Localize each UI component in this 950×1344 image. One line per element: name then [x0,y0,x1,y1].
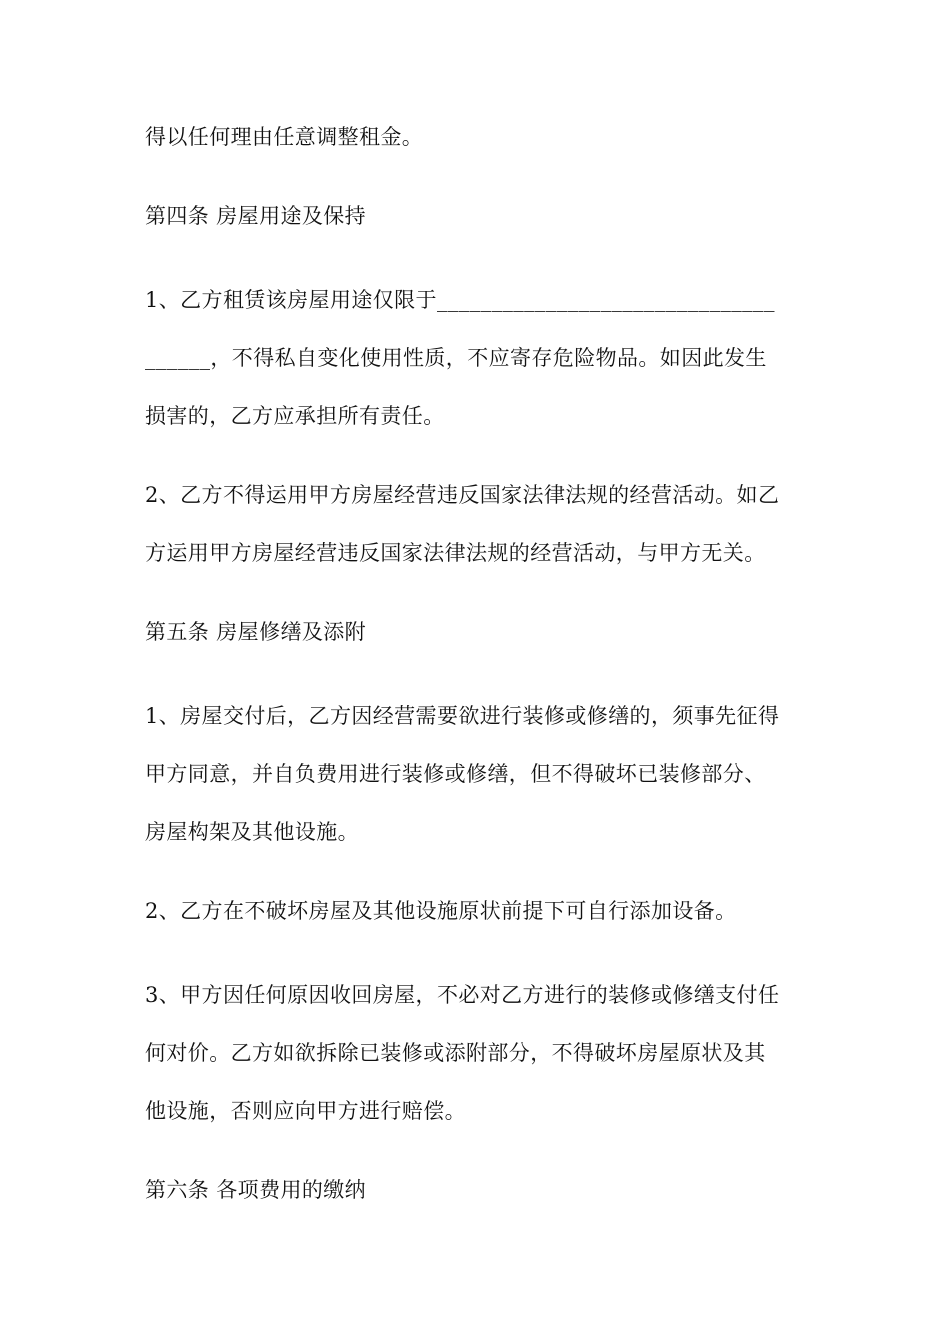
text-line: 房屋构架及其他设施。 [145,820,359,844]
text-line: 1、房屋交付后，乙方因经营需要欲进行装修或修缮的，须事先征得 [145,704,780,728]
text-line: ______，不得私自变化使用性质，不应寄存危险物品。如因此发生 [145,346,767,370]
text-line: 方运用甲方房屋经营违反国家法律法规的经营活动，与甲方无关。 [145,541,766,565]
text-line: 得以任何理由任意调整租金。 [145,125,424,149]
text-line: 他设施，否则应向甲方进行赔偿。 [145,1099,466,1123]
text-line: 2、乙方不得运用甲方房屋经营违反国家法律法规的经营活动。如乙 [145,483,780,507]
text-line: 损害的，乙方应承担所有责任。 [145,404,445,428]
section-heading-6: 第六条 各项费用的缴纳 [145,1178,367,1202]
section-heading-5: 第五条 房屋修缮及添附 [145,620,367,644]
text-line: 3、甲方因任何原因收回房屋，不必对乙方进行的装修或修缮支付任 [145,983,780,1007]
text-line: 何对价。乙方如欲拆除已装修或添附部分，不得破坏房屋原状及其 [145,1041,766,1065]
text-line: 1、乙方租赁该房屋用途仅限于_______________________________ [145,288,775,312]
section-heading-4: 第四条 房屋用途及保持 [145,204,367,228]
text-line: 2、乙方在不破坏房屋及其他设施原状前提下可自行添加设备。 [145,899,737,923]
text-line: 甲方同意，并自负费用进行装修或修缮，但不得破坏已装修部分、 [145,762,766,786]
